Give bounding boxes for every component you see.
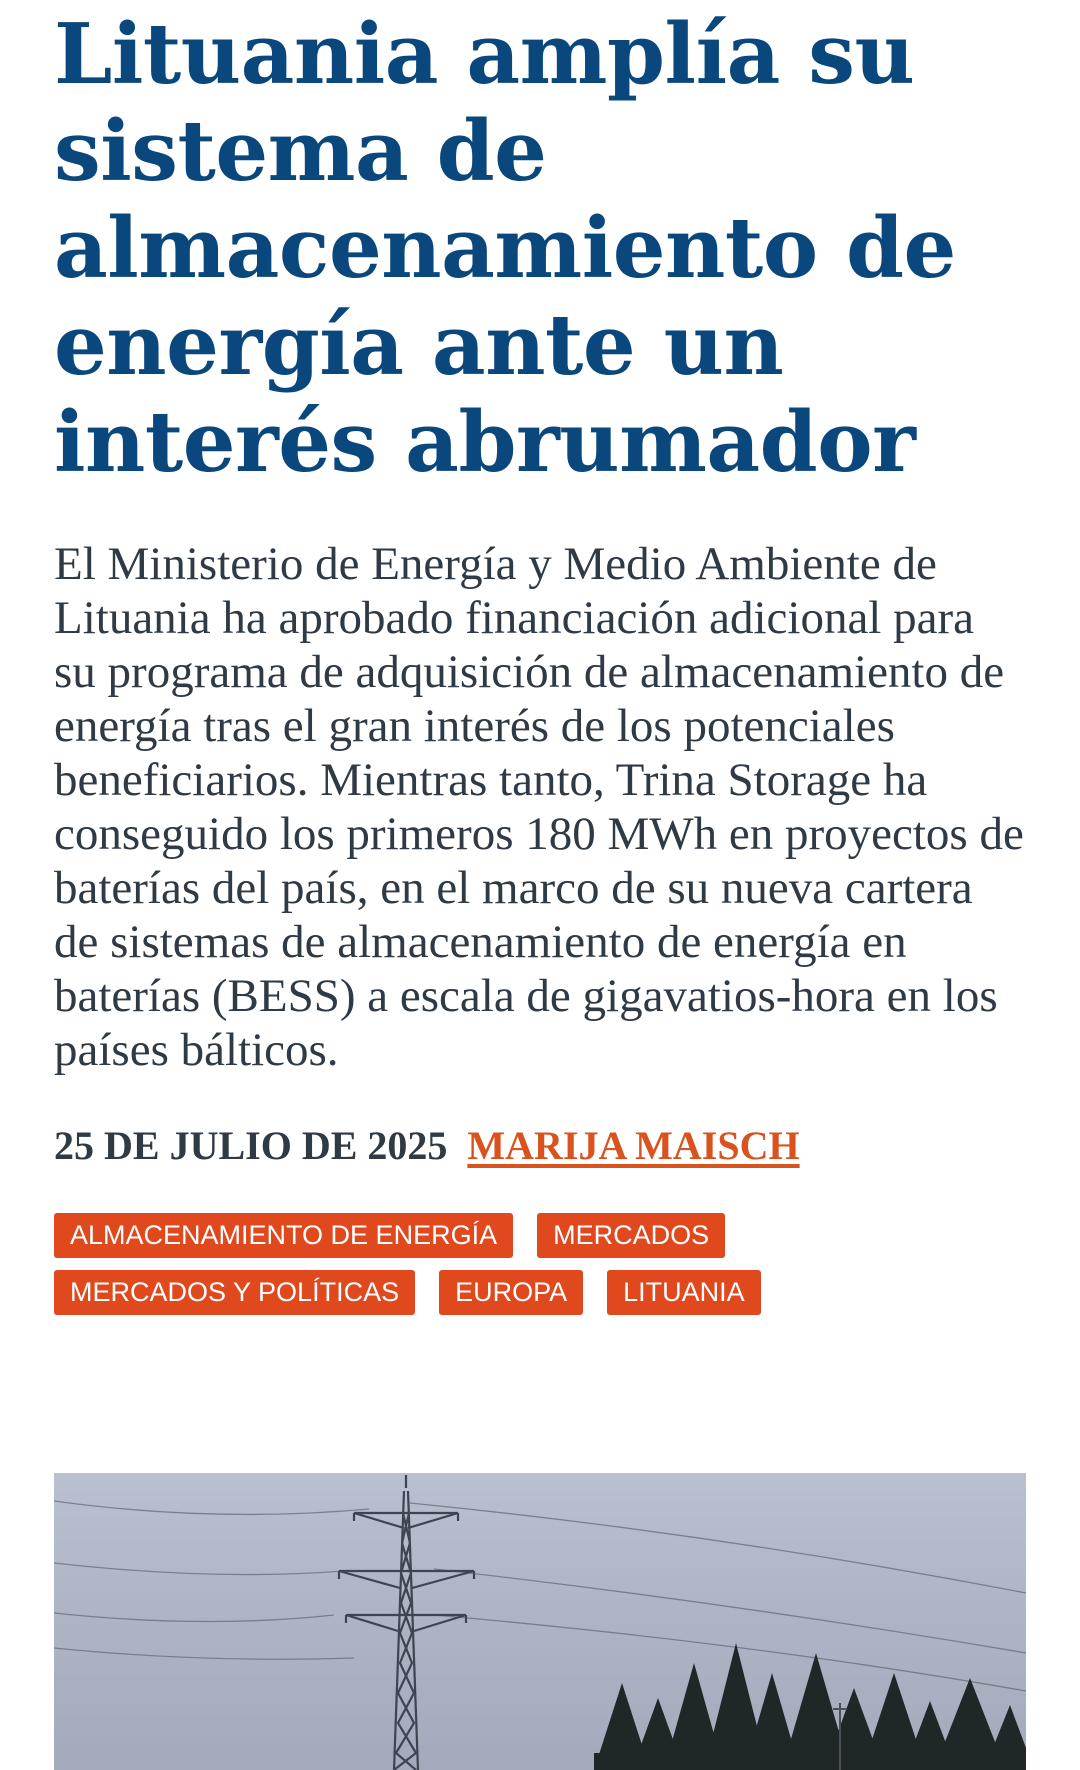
tag-mercados[interactable]: MERCADOS — [537, 1213, 725, 1258]
tag-list — [54, 1213, 1026, 1315]
tag-lituania[interactable]: LITUANIA — [607, 1270, 761, 1315]
publish-date: 25 DE JULIO DE 2025 — [54, 1123, 448, 1168]
article — [54, 0, 1026, 1315]
pylon-landscape-illustration — [54, 1473, 1026, 1770]
author-link[interactable]: MARIJA MAISCH — [467, 1123, 800, 1168]
tag-mercados-y-politicas[interactable]: MERCADOS Y POLÍTICAS — [54, 1270, 415, 1315]
tag-europa[interactable]: EUROPA — [439, 1270, 583, 1315]
article-lede: El Ministerio de Energía y Medio Ambiente de Lituania ha aprobado financiación adicional para su programa de adquisición de almacenamiento de energía tras el gran interés de los potenciales beneficiarios. Mientras tanto, Trina Storage ha conseguido los primeros 180 MWh en proyectos de baterías del país, en el marco de su nueva cartera de sistemas de almacenamiento de energía en baterías (BESS) a escala de gigavatios-hora en los países bálticos. — [54, 538, 1024, 1076]
tag-almacenamiento-de-energia[interactable]: ALMACENAMIENTO DE ENERGÍA — [54, 1213, 513, 1258]
article-meta — [54, 1121, 1026, 1171]
hero-image — [54, 1473, 1026, 1770]
article-headline: Lituania amplía su sistema de almacenamiento de energía ante un interés abrumador — [54, 5, 956, 491]
tree-line-icon — [594, 1643, 1026, 1770]
pylon-icon — [339, 1475, 474, 1770]
